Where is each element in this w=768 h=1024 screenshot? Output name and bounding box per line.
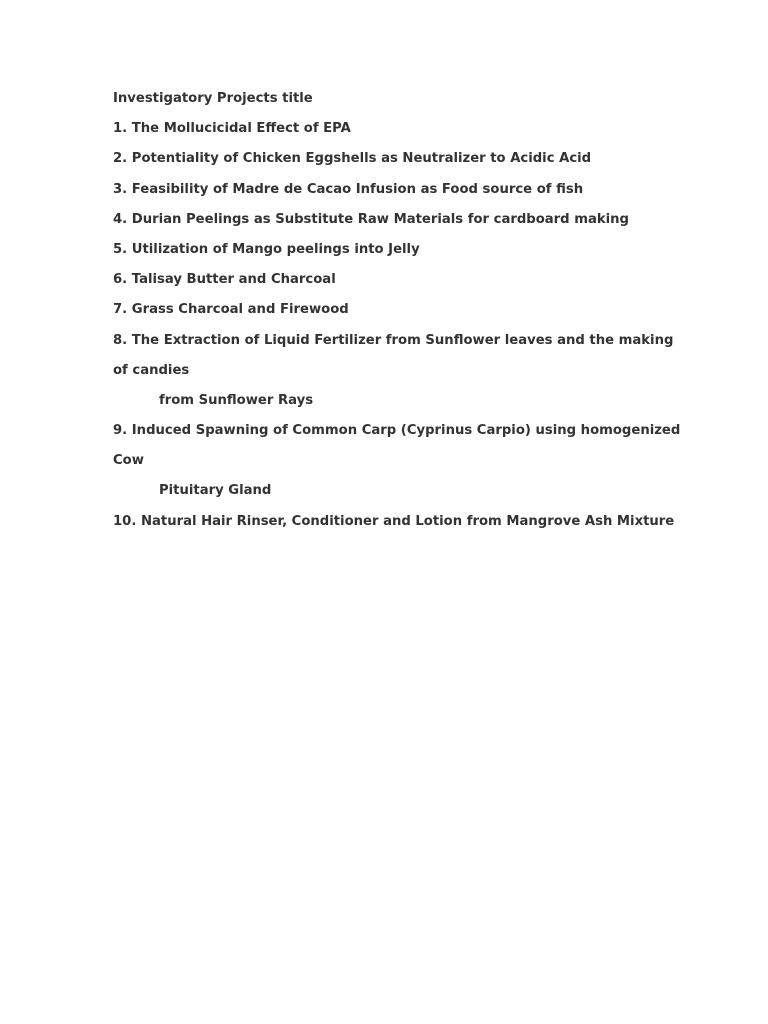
project-item-8-continuation: of candies <box>113 362 190 378</box>
project-item-8: 8. The Extraction of Liquid Fertilizer from Sunflower leaves and the making <box>113 332 674 348</box>
project-item-1: 1. The Mollucicidal Effect of EPA <box>113 121 351 137</box>
project-item-4: 4. Durian Peelings as Substitute Raw Materials for cardboard making <box>113 211 629 227</box>
project-item-9-continuation: Cow <box>113 453 144 469</box>
document-title: Investigatory Projects title <box>113 91 313 106</box>
project-item-6: 6. Talisay Butter and Charcoal <box>113 272 336 288</box>
project-item-3: 3. Feasibility of Madre de Cacao Infusion as Food source of fish <box>113 181 584 197</box>
project-item-5: 5. Utilization of Mango peelings into Jelly <box>113 241 420 257</box>
project-item-9: 9. Induced Spawning of Common Carp (Cyprinus Carpio) using homogenized <box>113 423 681 439</box>
project-item-7: 7. Grass Charcoal and Firewood <box>113 302 349 318</box>
project-item-8-indented-continuation: from Sunflower Rays <box>159 392 314 408</box>
project-item-2: 2. Potentiality of Chicken Eggshells as Neutralizer to Acidic Acid <box>113 151 592 167</box>
document-body <box>113 89 733 542</box>
project-item-9-indented-continuation: Pituitary Gland <box>159 483 272 499</box>
project-item-10: 10. Natural Hair Rinser, Conditioner and Lotion from Mangrove Ash Mixture <box>113 513 675 529</box>
